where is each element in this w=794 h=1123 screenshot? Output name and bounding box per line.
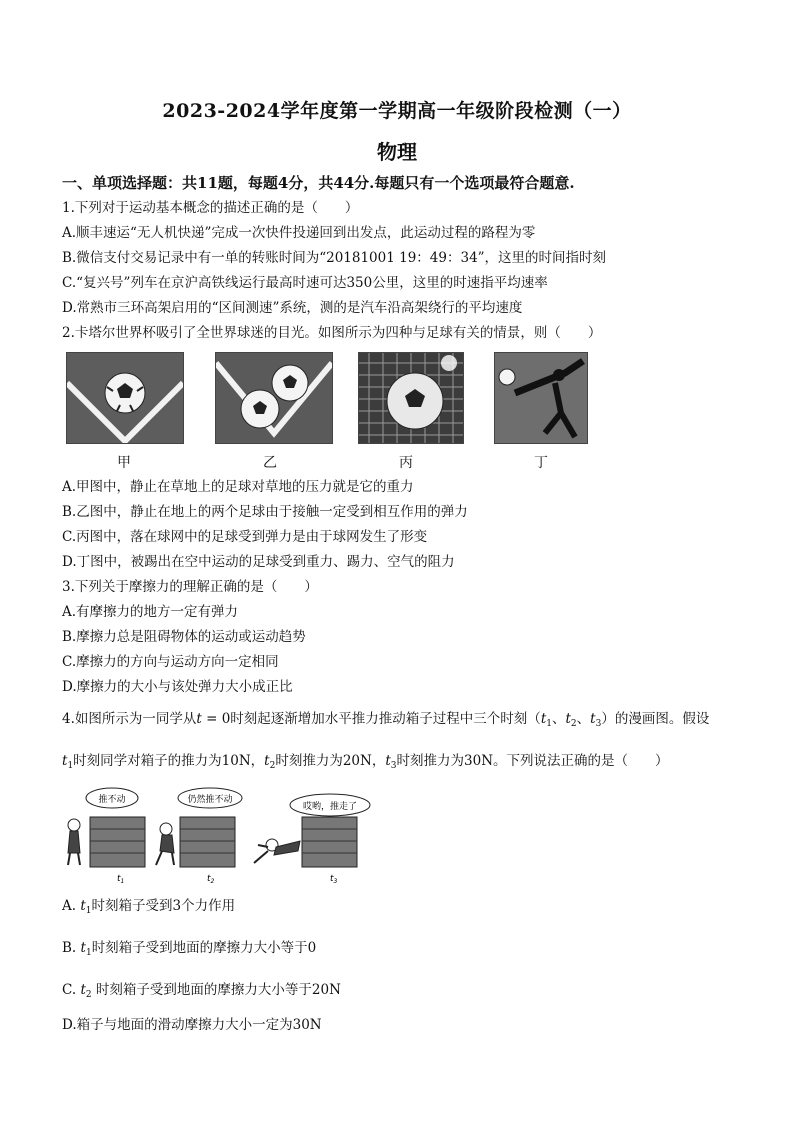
- photo-yi: [215, 352, 333, 444]
- q3-option-a: A.有摩擦力的地方一定有弹力: [62, 604, 239, 620]
- q3-stem: 3.下列关于摩擦力的理解正确的是（ ）: [62, 579, 318, 595]
- q2-option-c: C.丙图中，落在球网中的足球受到弹力是由于球网发生了形变: [62, 529, 428, 545]
- q4-option-a: A. $t_1$时刻箱子受到3个力作用: [62, 898, 236, 916]
- q1-option-a: A.顺丰速运“无人机快递”完成一次快件投递回到出发点，此运动过程的路程为零: [62, 225, 536, 241]
- photo-jia: [66, 352, 184, 444]
- q4-option-c: C. $t_2$ 时刻箱子受到地面的摩擦力大小等于20N: [62, 982, 341, 1000]
- photo-bing: [358, 352, 464, 444]
- q1-stem: 1.下列对于运动基本概念的描述正确的是（ ）: [62, 200, 359, 216]
- q2-stem: 2.卡塔尔世界杯吸引了全世界球迷的目光。如图所示为四种与足球有关的情景，则（ ）: [62, 325, 602, 341]
- q4-stem-line2: $t_1$时刻同学对箱子的推力为10N，$t_2$时刻推力为20N，$t_3$时刻推力为30N。下列说法正确的是（ ）: [62, 753, 669, 771]
- svg-text:t1: $t_1$: [117, 874, 125, 885]
- caption-bing: 丙: [399, 455, 413, 471]
- svg-text:t2: $t_2$: [207, 874, 215, 885]
- q1-option-d: D.常熟市三环高架启用的“区间测速”系统，测的是汽车沿高架绕行的平均速度: [62, 300, 523, 316]
- q3-option-c: C.摩擦力的方向与运动方向一定相同: [62, 654, 279, 670]
- bubble-2: 仍然推不动: [187, 795, 233, 805]
- caption-jia: 甲: [117, 455, 131, 471]
- exam-title: 2023-2024学年度第一学期高一年级阶段检测（一）: [162, 100, 632, 122]
- q1-option-c: C.“复兴号”列车在京沪高铁线运行最高时速可达350公里，这里的时速指平均速率: [62, 275, 548, 291]
- bubble-1: 推不动: [98, 795, 126, 805]
- q4-comic: [62, 785, 392, 885]
- q3-option-b: B.摩擦力总是阻碍物体的运动或运动趋势: [62, 629, 306, 645]
- q2-option-b: B.乙图中，静止在地上的两个足球由于接触一定受到相互作用的弹力: [62, 504, 468, 520]
- svg-text:t3: $t_3$: [330, 874, 338, 885]
- section-heading: 一、单项选择题：共11题，每题4分，共44分.每题只有一个选项最符合题意.: [62, 174, 575, 192]
- q2-figures: [0, 352, 794, 472]
- q4-option-d: D.箱子与地面的滑动摩擦力大小一定为30N: [62, 1017, 322, 1033]
- q4-option-b: B. $t_1$时刻箱子受到地面的摩擦力大小等于0: [62, 940, 317, 958]
- subject-title: 物理: [377, 140, 417, 164]
- q1-option-b: B.微信支付交易记录中有一单的转账时间为“20181001 19：49：34”，这里的时间指时刻: [62, 250, 607, 266]
- q3-option-d: D.摩擦力的大小与该处弹力大小成正比: [62, 679, 293, 695]
- q4-stem-line1: 4.如图所示为一同学从t = 0时刻起逐渐增加水平推力推动箱子过程中三个时刻（$t_1$、$t_2$、$t_3$）的漫画图。假设: [62, 711, 710, 729]
- photo-ding: [494, 352, 588, 444]
- bubble-3: 哎哟，推走了: [302, 802, 358, 812]
- q2-option-a: A.甲图中，静止在草地上的足球对草地的压力就是它的重力: [62, 479, 414, 495]
- q2-option-d: D.丁图中，被踢出在空中运动的足球受到重力、踢力、空气的阻力: [62, 554, 455, 570]
- caption-yi: 乙: [263, 455, 277, 471]
- caption-ding: 丁: [534, 455, 548, 471]
